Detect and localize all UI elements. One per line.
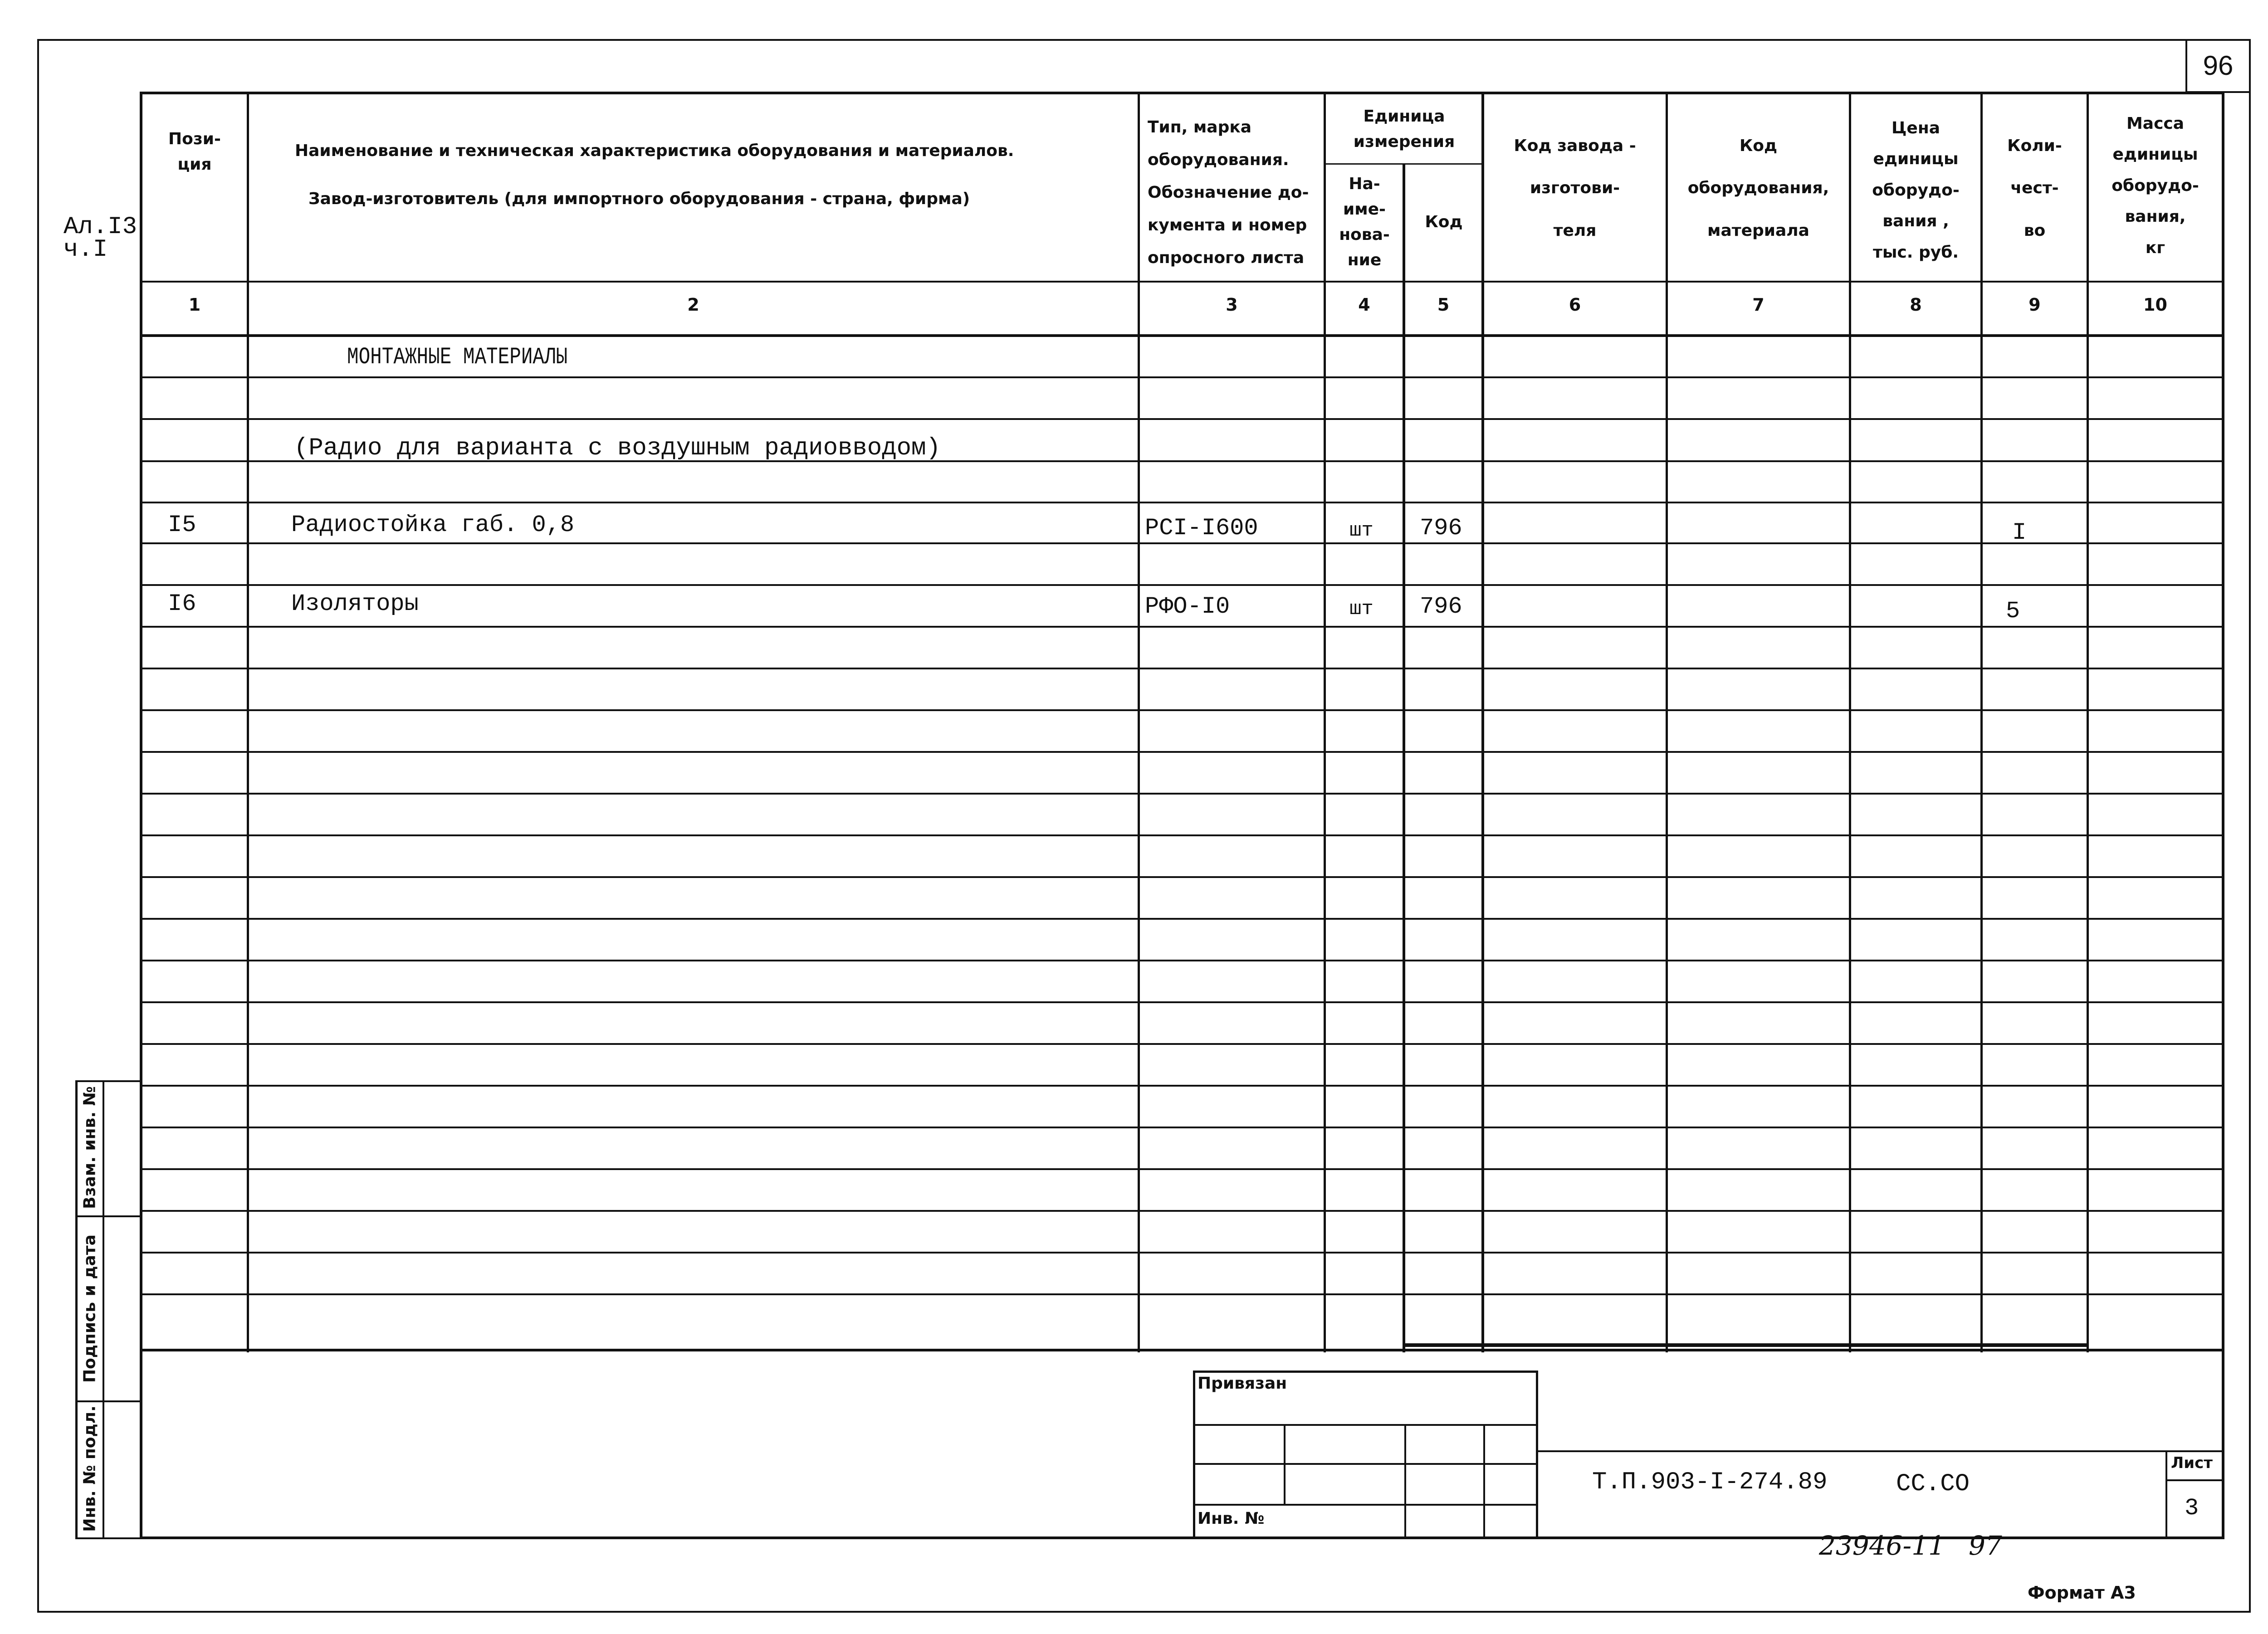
header-unit-group: Единица измерения [1353,107,1455,151]
colnum-7: 7 [1752,295,1765,315]
colnum-3: 3 [1226,295,1238,315]
item1-type: PCI-I600 [1145,515,1258,541]
table-row-line [140,1252,2224,1254]
item2-qty: 5 [2006,598,2020,624]
colnum-4: 4 [1358,295,1370,315]
section-title: МОНТАЖНЫЕ МАТЕРИАЛЫ [347,344,568,371]
subtitle: (Радио для варианта с воздушным радиовводом) [294,434,941,462]
col-divider-4 [1403,163,1405,1352]
table-row-line [140,1210,2224,1212]
privyazan-label: Привязан [1198,1374,1287,1393]
header-position: Пози- ция [168,130,221,174]
table-row-line [140,834,2224,836]
header-type: Тип, марка оборудования. Обозначение до- кумента и номер опросного листа [1148,118,1309,267]
header-unit-name: На- име- нова- ние [1339,175,1390,269]
side-stamp-original-inv: Инв. № подл. [80,1405,99,1532]
outer-border-bottom [37,1611,2251,1613]
table-row-line [140,709,2224,711]
side-stamp-signature-date: Подпись и дата [80,1234,99,1383]
colnum-9: 9 [2028,295,2041,315]
privyazan-row3 [1193,1504,1538,1506]
header-unit-code: Код [1425,213,1463,232]
doc-code-box-top [1538,1450,2224,1452]
privyazan-row1 [1193,1424,1538,1426]
outer-border-top [37,39,2251,41]
table-row-line [140,502,2224,503]
col-divider-3 [1324,92,1326,1352]
sheet-label: Лист [2171,1454,2213,1472]
privyazan-box-left [1193,1371,1195,1538]
col-divider-5 [1481,92,1484,1352]
item1-unit: шт [1349,519,1374,542]
col-divider-2 [1138,92,1140,1352]
colnum-5: 5 [1437,295,1450,315]
column-numbers-bottom-line [140,334,2224,337]
colnum-6: 6 [1569,295,1581,315]
item2-type: РФО-I0 [1145,593,1230,620]
table-row-line [140,1127,2224,1128]
table-row-line [140,584,2224,586]
table-row-line [140,876,2224,878]
header-bottom-line [140,281,2224,283]
inv-no-label: Инв. № [1198,1509,1265,1528]
table-row-line [140,1085,2224,1087]
doc-code: Т.П.903-I-274.89 [1592,1468,1828,1496]
handwritten-page: 97 [1969,1530,2002,1561]
privyazan-box-right [1536,1371,1538,1538]
privyazan-col2 [1404,1424,1406,1537]
table-row-line [140,626,2224,628]
sheet-box-left [2165,1450,2167,1539]
table-row-line [140,1001,2224,1003]
body-bottom-line [140,1349,2224,1351]
item1-code: 796 [1420,515,1462,541]
privyazan-box-top [1193,1371,1538,1373]
table-row-line [140,1168,2224,1170]
header-unit-price: Цена единицы оборудо- вания , тыс. руб. [1872,119,1960,262]
side-stamp-div1 [75,1215,142,1217]
table-row-line [140,793,2224,795]
table-row-line [140,542,2224,544]
margin-label-line2: ч.I [64,236,108,263]
outer-border-right [2249,39,2251,1613]
col-divider-1 [247,92,249,1352]
privyazan-col3 [1483,1424,1485,1537]
format-label: Формат А3 [2028,1583,2136,1603]
table-top [140,92,2224,94]
colnum-8: 8 [1910,295,1922,315]
side-stamp-left [75,1080,78,1539]
item2-position: I6 [168,590,196,617]
privyazan-col1 [1284,1424,1286,1506]
colnum-2: 2 [687,295,699,315]
item1-name: Радиостойка габ. 0,8 [291,512,575,538]
sheet-corner-number: 96 [2203,50,2234,81]
item2-code: 796 [1420,593,1462,620]
col-divider-9 [2087,92,2089,1352]
colnum-1: 1 [188,295,201,315]
table-row-line [140,960,2224,961]
archive-number: 23946-11 [1819,1530,1945,1561]
header-name-line2: Завод-изготовитель (для импортного оборудования - страна, фирма) [308,190,970,208]
table-row-line [140,418,2224,420]
doc-suffix: СС.СО [1896,1470,1970,1498]
table-row-line [140,1293,2224,1295]
outer-border-left [37,39,39,1613]
table-row-line [140,751,2224,753]
table-row-line [140,918,2224,920]
header-unit-mass: Масса единицы оборудо- вания, кг [2112,114,2199,257]
col-divider-7 [1849,92,1851,1352]
bold-box-bottom [1403,1343,2089,1347]
table-row-line [140,376,2224,378]
header-equipment-code: Код оборудования, материала [1687,136,1829,240]
sheet-box-divider [2165,1479,2224,1481]
privyazan-row2 [1193,1463,1538,1465]
header-quantity: Коли- чест- во [2007,136,2062,240]
item2-name: Изоляторы [291,590,419,617]
margin-label-line1: Ал.I3 [64,213,137,241]
sheet-number: 3 [2185,1495,2199,1522]
table-right [2222,92,2224,1539]
item1-position: I5 [168,512,196,538]
header-factory-code: Код завода - изготови- теля [1514,136,1636,240]
item1-qty: I [2012,519,2027,546]
side-stamp-replaced-inv: Взам. инв. № [80,1086,99,1209]
col-divider-8 [1980,92,1983,1352]
item2-unit: шт [1349,598,1374,620]
colnum-10: 10 [2143,295,2167,315]
side-stamp-mid [103,1080,104,1539]
table-row-line [140,668,2224,669]
col-divider-6 [1666,92,1668,1352]
header-name-line1: Наименование и техническая характеристика оборудования и материалов. [295,141,1014,160]
table-row-line [140,1043,2224,1045]
